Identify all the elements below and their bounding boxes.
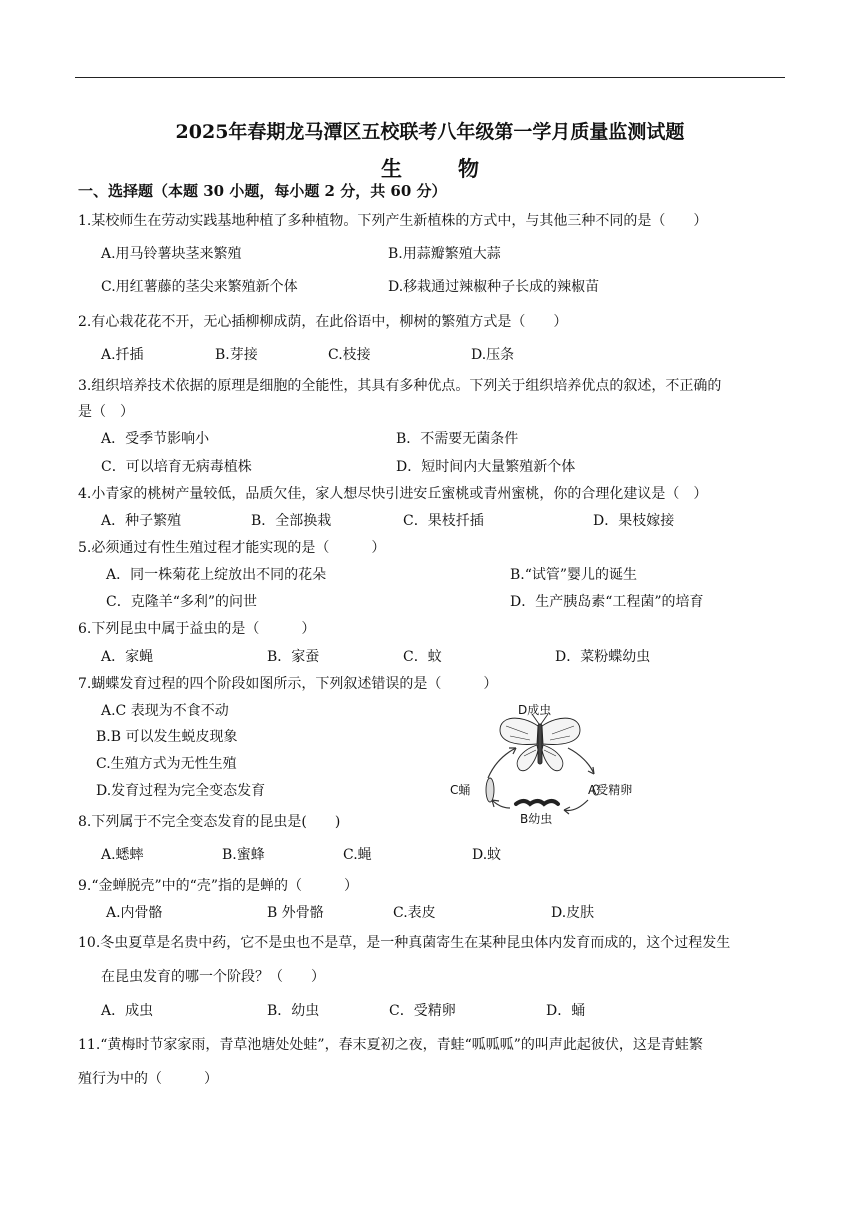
option: A.C 表现为不食不动 bbox=[101, 703, 229, 719]
option: B.用蒜瓣繁殖大蒜 bbox=[388, 246, 501, 262]
question-stem: 10.冬虫夏草是名贵中药，它不是虫也不是草，是一种真菌寄生在某种昆虫体内发育而成的，这个过程发生 bbox=[78, 935, 731, 951]
question-stem-cont: 殖行为中的（ ） bbox=[78, 1071, 218, 1087]
option: C.枝接 bbox=[328, 347, 371, 363]
arrow-a-to-b bbox=[564, 800, 588, 811]
option: D．蛹 bbox=[546, 1003, 586, 1019]
question-stem-cont: 是（ ） bbox=[78, 404, 134, 420]
label-egg: A受精卵 bbox=[588, 783, 633, 797]
option: B．不需要无菌条件 bbox=[396, 431, 519, 447]
question-stem: 11.“黄梅时节家家雨，青草池塘处处蛙”，春末夏初之夜，青蛙“呱呱呱”的叫声此起彼伏，这是青蛙繁 bbox=[78, 1037, 703, 1053]
option: C.蝇 bbox=[343, 847, 372, 863]
arrow-b-to-c bbox=[492, 800, 510, 808]
option: C.表皮 bbox=[393, 905, 436, 921]
arrow-c-to-d bbox=[488, 748, 516, 778]
option: A.内骨骼 bbox=[106, 905, 163, 921]
option: D．果枝嫁接 bbox=[593, 513, 675, 529]
option: D.蚊 bbox=[472, 847, 502, 863]
butterfly-icon bbox=[500, 714, 580, 771]
question-stem: 1.某校师生在劳动实践基地种植了多种植物。下列产生新植株的方式中，与其他三种不同的是（ ） bbox=[78, 213, 708, 229]
question-stem: 4.小青家的桃树产量较低，品质欠佳，家人想尽快引进安丘蜜桃或青州蜜桃，你的合理化建议是（ ） bbox=[78, 486, 708, 502]
option: D.压条 bbox=[471, 347, 515, 363]
option: C．受精卵 bbox=[389, 1003, 456, 1019]
question-stem: 7.蝴蝶发育过程的四个阶段如图所示，下列叙述错误的是（ ） bbox=[78, 676, 498, 692]
option: D．短时间内大量繁殖新个体 bbox=[396, 459, 576, 475]
option: B.B 可以发生蜕皮现象 bbox=[96, 729, 238, 745]
label-adult: D成虫 bbox=[518, 703, 552, 717]
butterfly-lifecycle-diagram bbox=[440, 700, 650, 825]
option: A．家蝇 bbox=[101, 649, 154, 665]
option: C．果枝扦插 bbox=[403, 513, 484, 529]
question-stem: 9.“金蝉脱壳”中的“壳”指的是蝉的（ ） bbox=[78, 878, 358, 894]
question-stem: 8.下列属于不完全变态发育的昆虫是( ) bbox=[78, 814, 341, 830]
question-stem: 2.有心栽花花不开，无心插柳柳成荫，在此俗语中，柳树的繁殖方式是（ ） bbox=[78, 314, 568, 330]
option: B.蜜蜂 bbox=[222, 847, 265, 863]
option: A．同一株菊花上绽放出不同的花朵 bbox=[106, 567, 327, 583]
option: A．成虫 bbox=[101, 1003, 154, 1019]
question-stem-cont: 在昆虫发育的哪一个阶段？（ ） bbox=[101, 969, 325, 985]
option: B.芽接 bbox=[215, 347, 258, 363]
option: B.“试管”婴儿的诞生 bbox=[510, 567, 638, 583]
exam-title: 2025年春期龙马潭区五校联考八年级第一学月质量监测试题 bbox=[175, 121, 685, 143]
option: A．种子繁殖 bbox=[101, 513, 182, 529]
label-larva: B幼虫 bbox=[520, 812, 553, 825]
question-stem: 5.必须通过有性生殖过程才能实现的是（ ） bbox=[78, 540, 386, 556]
section-heading: 一、选择题（本题 30 小题，每小题 2 分，共 60 分） bbox=[78, 182, 447, 200]
option: D．菜粉蝶幼虫 bbox=[555, 649, 651, 665]
option: D.皮肤 bbox=[551, 905, 595, 921]
question-stem: 6.下列昆虫中属于益虫的是（ ） bbox=[78, 621, 316, 637]
option: A．受季节影响小 bbox=[101, 431, 210, 447]
subject-title: 生 物 bbox=[381, 156, 479, 181]
label-pupa: C蛹 bbox=[450, 783, 471, 797]
option: C．可以培育无病毒植株 bbox=[101, 459, 252, 475]
option: B．家蚕 bbox=[267, 649, 320, 665]
option: C.生殖方式为无性生殖 bbox=[96, 756, 237, 772]
option: A.用马铃薯块茎来繁殖 bbox=[101, 246, 242, 262]
option: B．全部换栽 bbox=[251, 513, 332, 529]
option: C．蚊 bbox=[403, 649, 442, 665]
question-stem: 3.组织培养技术依据的原理是细胞的全能性，其具有多种优点。下列关于组织培养优点的叙述，不正确的 bbox=[78, 378, 722, 394]
option: D．生产胰岛素“工程菌”的培育 bbox=[510, 594, 704, 610]
larva-icon bbox=[516, 801, 558, 804]
option: B．幼虫 bbox=[267, 1003, 320, 1019]
option: A.蟋蟀 bbox=[101, 847, 144, 863]
arrow-d-to-a bbox=[568, 748, 594, 774]
option: A.扦插 bbox=[101, 347, 144, 363]
option: C．克隆羊“多利”的问世 bbox=[106, 594, 258, 610]
option: C.用红薯藤的茎尖来繁殖新个体 bbox=[101, 279, 298, 295]
option: D.移栽通过辣椒种子长成的辣椒苗 bbox=[388, 279, 600, 295]
option: D.发育过程为完全变态发育 bbox=[96, 783, 266, 799]
option: B 外骨骼 bbox=[267, 905, 324, 921]
pupa-icon bbox=[486, 778, 494, 802]
header-rule bbox=[75, 77, 785, 78]
